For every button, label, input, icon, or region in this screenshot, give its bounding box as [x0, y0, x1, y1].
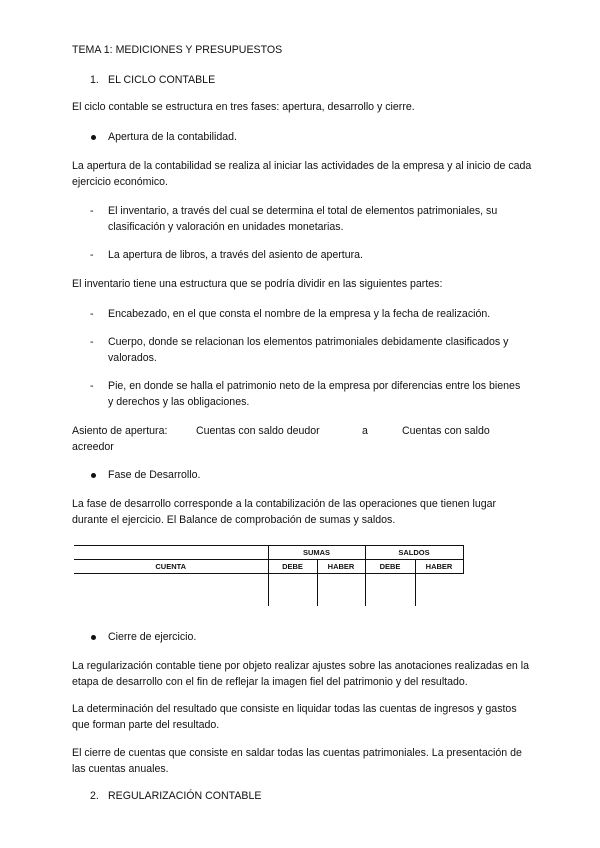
- saldos-haber-header: HABER: [415, 560, 463, 574]
- cierre-bullet: Cierre de ejercicio.: [108, 631, 197, 643]
- inventario-item-2: Cuerpo, donde se relacionan los elementos patrimoniales debidamente clasificados y valorados.: [108, 336, 509, 364]
- desarrollo-paragraph: La fase de desarrollo corresponde a la contabilización de las operaciones que tienen lugar durante el ejercicio. El Balance de comprobación de sumas y saldos.: [72, 498, 497, 526]
- bullet-dot-icon: [91, 473, 96, 478]
- apertura-paragraph: La apertura de la contabilidad se realiza al iniciar las actividades de la empresa y al inicio de cada ejercicio económico.: [72, 160, 532, 188]
- saldos-debe-header: DEBE: [365, 560, 415, 574]
- cuenta-header: CUENTA: [74, 560, 268, 574]
- apertura-item-1: El inventario, a través del cual se determina el total de elementos patrimoniales, su clasificación y valoración en unidades monetarias.: [108, 205, 498, 233]
- cierre-paragraph-2: La determinación del resultado que consiste en liquidar todas las cuentas de ingresos y gastos que forman parte del resultado.: [72, 703, 517, 731]
- asiento-label: Asiento de apertura:: [72, 425, 168, 437]
- table-cell: [317, 574, 365, 607]
- asiento-a: a: [362, 425, 368, 437]
- table-cell: [365, 574, 415, 607]
- section-2-heading: REGULARIZACIÓN CONTABLE: [108, 790, 262, 802]
- apertura-bullet: Apertura de la contabilidad.: [108, 131, 237, 143]
- inventario-item-1: Encabezado, en el que consta el nombre de la empresa y la fecha de realización.: [108, 308, 491, 320]
- sumas-header: SUMAS: [268, 546, 365, 560]
- section-1-number: 1.: [90, 74, 99, 86]
- apertura-item-2: La apertura de libros, a través del asiento de apertura.: [108, 249, 363, 261]
- asiento-haber: Cuentas con saldo: [402, 425, 490, 437]
- dash-marker: -: [90, 205, 94, 217]
- bullet-dot-icon: [91, 635, 96, 640]
- asiento-debe: Cuentas con saldo deudor: [196, 425, 320, 437]
- dash-marker: -: [90, 336, 94, 348]
- table-cell: [268, 574, 317, 607]
- section-1-heading: EL CICLO CONTABLE: [108, 74, 216, 86]
- table-cell: [74, 574, 268, 607]
- bullet-dot-icon: [91, 135, 96, 140]
- table-corner: [74, 546, 268, 560]
- desarrollo-bullet: Fase de Desarrollo.: [108, 469, 201, 481]
- inventario-item-3: Pie, en donde se halla el patrimonio neto de la empresa por diferencias entre los bienes y derechos y las obligaciones.: [108, 380, 521, 408]
- section-2-number: 2.: [90, 790, 99, 802]
- intro-paragraph: El ciclo contable se estructura en tres fases: apertura, desarrollo y cierre.: [72, 101, 415, 113]
- inventario-paragraph: El inventario tiene una estructura que se podría dividir en las siguientes partes:: [72, 278, 443, 290]
- dash-marker: -: [90, 249, 94, 261]
- table-row: [74, 574, 463, 607]
- saldos-header: SALDOS: [365, 546, 463, 560]
- sumas-haber-header: HABER: [317, 560, 365, 574]
- document-title: TEMA 1: MEDICIONES Y PRESUPUESTOS: [72, 44, 283, 56]
- sumas-saldos-table: [74, 545, 464, 606]
- table-cell: [415, 574, 463, 607]
- cierre-paragraph-3: El cierre de cuentas que consiste en saldar todas las cuentas patrimoniales. La presentación de las cuentas anuales.: [72, 747, 522, 775]
- dash-marker: -: [90, 308, 94, 320]
- sumas-debe-header: DEBE: [268, 560, 317, 574]
- cierre-paragraph-1: La regularización contable tiene por objeto realizar ajustes sobre las anotaciones realizadas en la etapa de desarrollo con el fin de reflejar la imagen fiel del patrimonio y del resultado.: [72, 660, 529, 688]
- dash-marker: -: [90, 380, 94, 392]
- asiento-haber-cont: acreedor: [72, 441, 114, 453]
